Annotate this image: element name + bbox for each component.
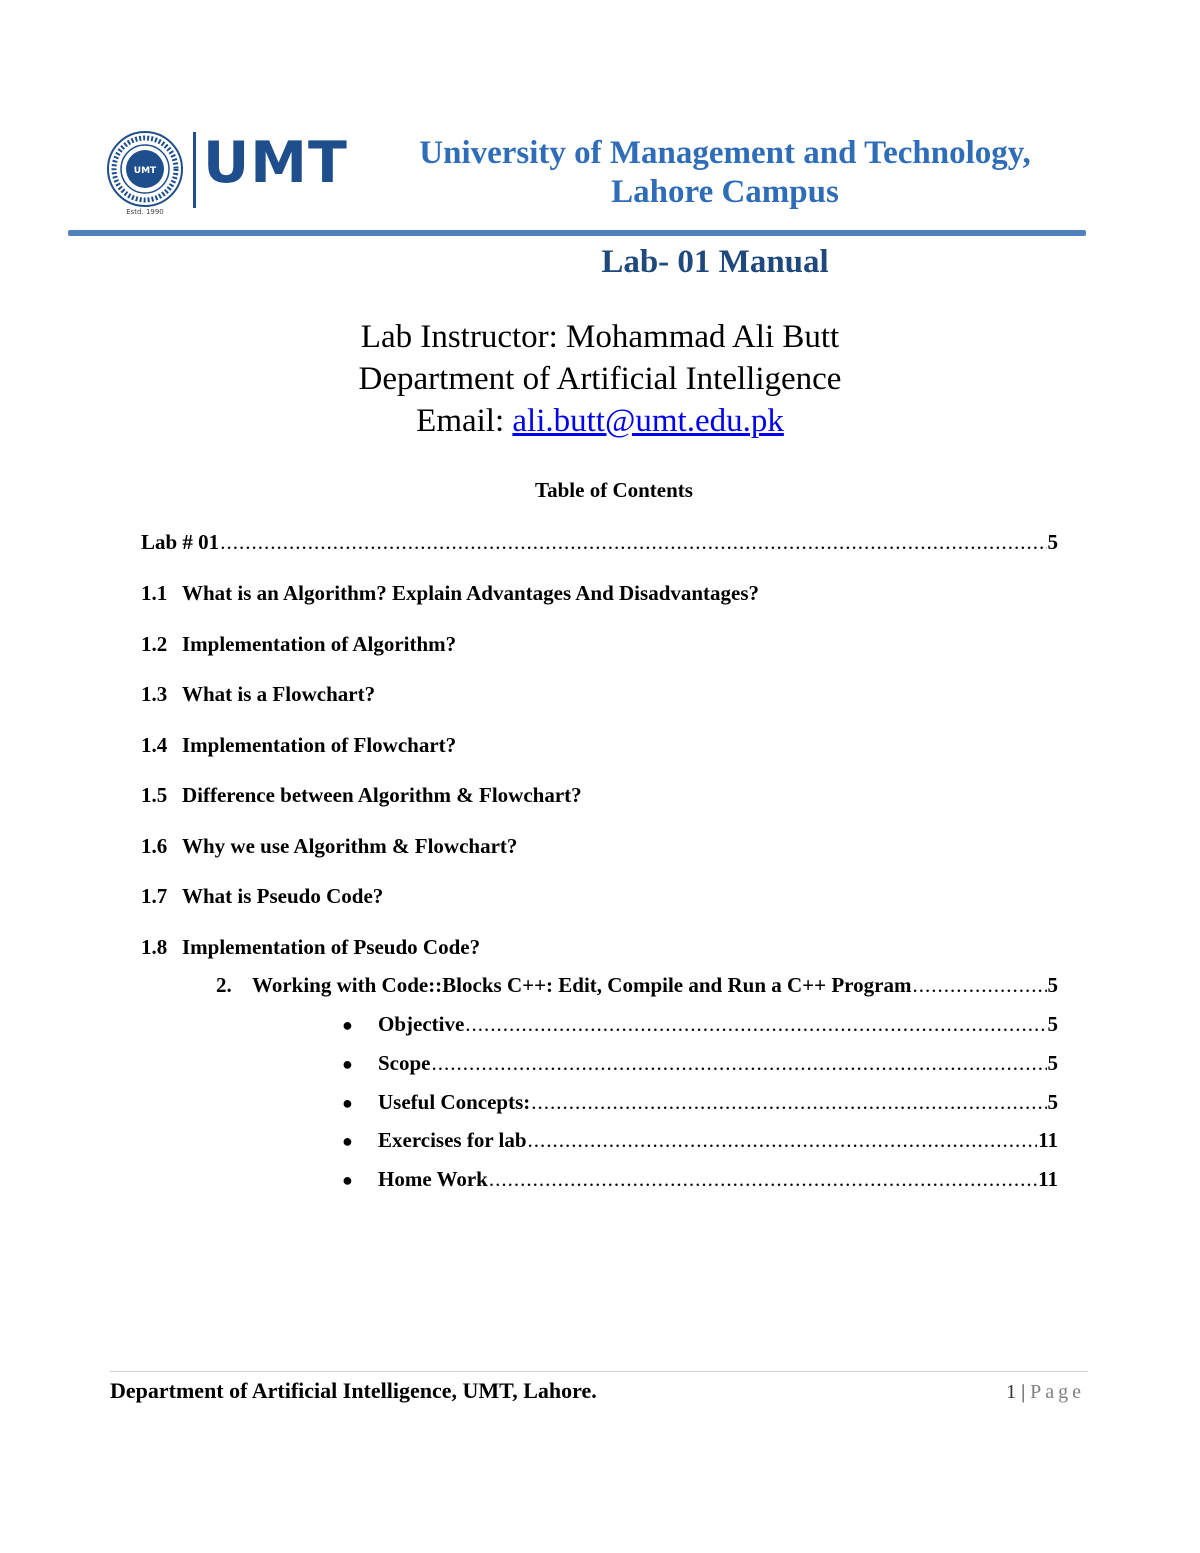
toc-leader [432, 1051, 1047, 1075]
toc-title: Table of Contents [535, 478, 693, 502]
bullet-icon: ● [342, 1131, 353, 1151]
toc-section-number: 1.2 [141, 632, 168, 656]
toc-leader [489, 1167, 1037, 1191]
toc-section-label: Why we use Algorithm & Flowchart? [182, 834, 518, 858]
toc-bullet-page: 5 [1047, 1051, 1058, 1075]
toc-section-number: 1.1 [141, 581, 168, 605]
umt-wordmark: UMT [203, 130, 348, 196]
toc-section-label: Implementation of Flowchart? [182, 733, 457, 757]
toc-bullet-item[interactable] [342, 1167, 1058, 1192]
toc-section-label: Implementation of Pseudo Code? [182, 935, 481, 959]
toc-leader [465, 1012, 1046, 1036]
toc-bullet-page: 5 [1047, 1012, 1058, 1036]
footer-page-number [960, 1380, 1085, 1404]
seal-text: UMT [133, 166, 157, 176]
toc-section[interactable] [141, 783, 582, 807]
toc-leader [912, 973, 1046, 997]
university-name-line2: Lahore Campus [611, 174, 839, 210]
university-name-line1: University of Management and Technology, [419, 135, 1031, 171]
toc-bullet-item[interactable] [342, 1090, 1058, 1115]
toc-bullet-label: Scope [378, 1051, 431, 1075]
toc-section-number: 1.3 [141, 682, 168, 706]
toc-section[interactable] [141, 733, 456, 757]
instructor-department: Department of Artificial Intelligence [358, 361, 842, 397]
toc-subsection-label: Working with Code::Blocks C++: Edit, Compile and Run a C++ Program [252, 973, 912, 997]
toc-entry-lab[interactable] [141, 530, 1058, 554]
header-rule [68, 230, 1086, 236]
toc-leader [531, 1090, 1046, 1114]
toc-section-label: What is a Flowchart? [182, 682, 376, 706]
logo-divider [193, 132, 196, 208]
toc-section-number: 1.4 [141, 733, 168, 757]
footer-department: Department of Artificial Intelligence, UMT, Lahore. [110, 1378, 597, 1403]
page-word: Page [1030, 1381, 1085, 1403]
toc-entry-label: Lab # 01 [141, 530, 220, 554]
page-separator: | [1016, 1381, 1031, 1403]
toc-section[interactable] [141, 632, 456, 656]
toc-bullet-page: 5 [1047, 1090, 1058, 1114]
toc-bullet-label: Objective [378, 1012, 465, 1036]
toc-leader [220, 530, 1046, 554]
bullet-icon: ● [342, 1015, 353, 1035]
university-name [360, 134, 1090, 212]
instructor-block [200, 316, 1000, 442]
toc-leader [528, 1128, 1038, 1152]
toc-subsection-number: 2. [216, 973, 232, 997]
toc-bullet-page: 11 [1038, 1167, 1058, 1191]
footer-rule [110, 1371, 1088, 1372]
page-number: 1 [1006, 1381, 1017, 1403]
lab-title: Lab- 01 Manual [601, 244, 829, 280]
toc-section[interactable] [141, 581, 759, 605]
toc-section[interactable] [141, 682, 375, 706]
toc-bullet-label: Useful Concepts: [378, 1090, 531, 1114]
toc-subsection[interactable] [216, 973, 1058, 997]
toc-bullet-page: 11 [1038, 1128, 1058, 1152]
toc-section[interactable] [141, 884, 383, 908]
toc-bullet-label: Home Work [378, 1167, 488, 1191]
toc-section-label: Implementation of Algorithm? [182, 632, 457, 656]
toc-bullet-label: Exercises for lab [378, 1128, 527, 1152]
bullet-icon: ● [342, 1054, 353, 1074]
bullet-icon: ● [342, 1170, 353, 1190]
toc-section-label: What is an Algorithm? Explain Advantages And Disadvantages? [182, 581, 760, 605]
toc-subsection-page: 5 [1047, 973, 1058, 997]
instructor-name: Lab Instructor: Mohammad Ali Butt [360, 319, 840, 355]
toc-bullet-item[interactable] [342, 1012, 1058, 1037]
bullet-icon: ● [342, 1093, 353, 1113]
toc-section[interactable] [141, 935, 480, 959]
toc-section-number: 1.6 [141, 834, 168, 858]
toc-section-number: 1.5 [141, 783, 168, 807]
toc-section-number: 1.8 [141, 935, 168, 959]
toc-section-number: 1.7 [141, 884, 168, 908]
email-label: Email: [416, 403, 513, 439]
toc-bullet-item[interactable] [342, 1051, 1058, 1076]
toc-entry-page: 5 [1047, 530, 1058, 554]
toc-section[interactable] [141, 834, 517, 858]
toc-bullet-item[interactable] [342, 1128, 1058, 1153]
umt-seal-logo [106, 130, 184, 216]
instructor-email-line [200, 400, 1000, 442]
seal-estd: Estd. 1990 [126, 208, 164, 216]
toc-section-label: Difference between Algorithm & Flowchart? [182, 783, 582, 807]
toc-section-label: What is Pseudo Code? [182, 884, 384, 908]
email-link[interactable]: ali.butt@umt.edu.pk [512, 403, 784, 439]
